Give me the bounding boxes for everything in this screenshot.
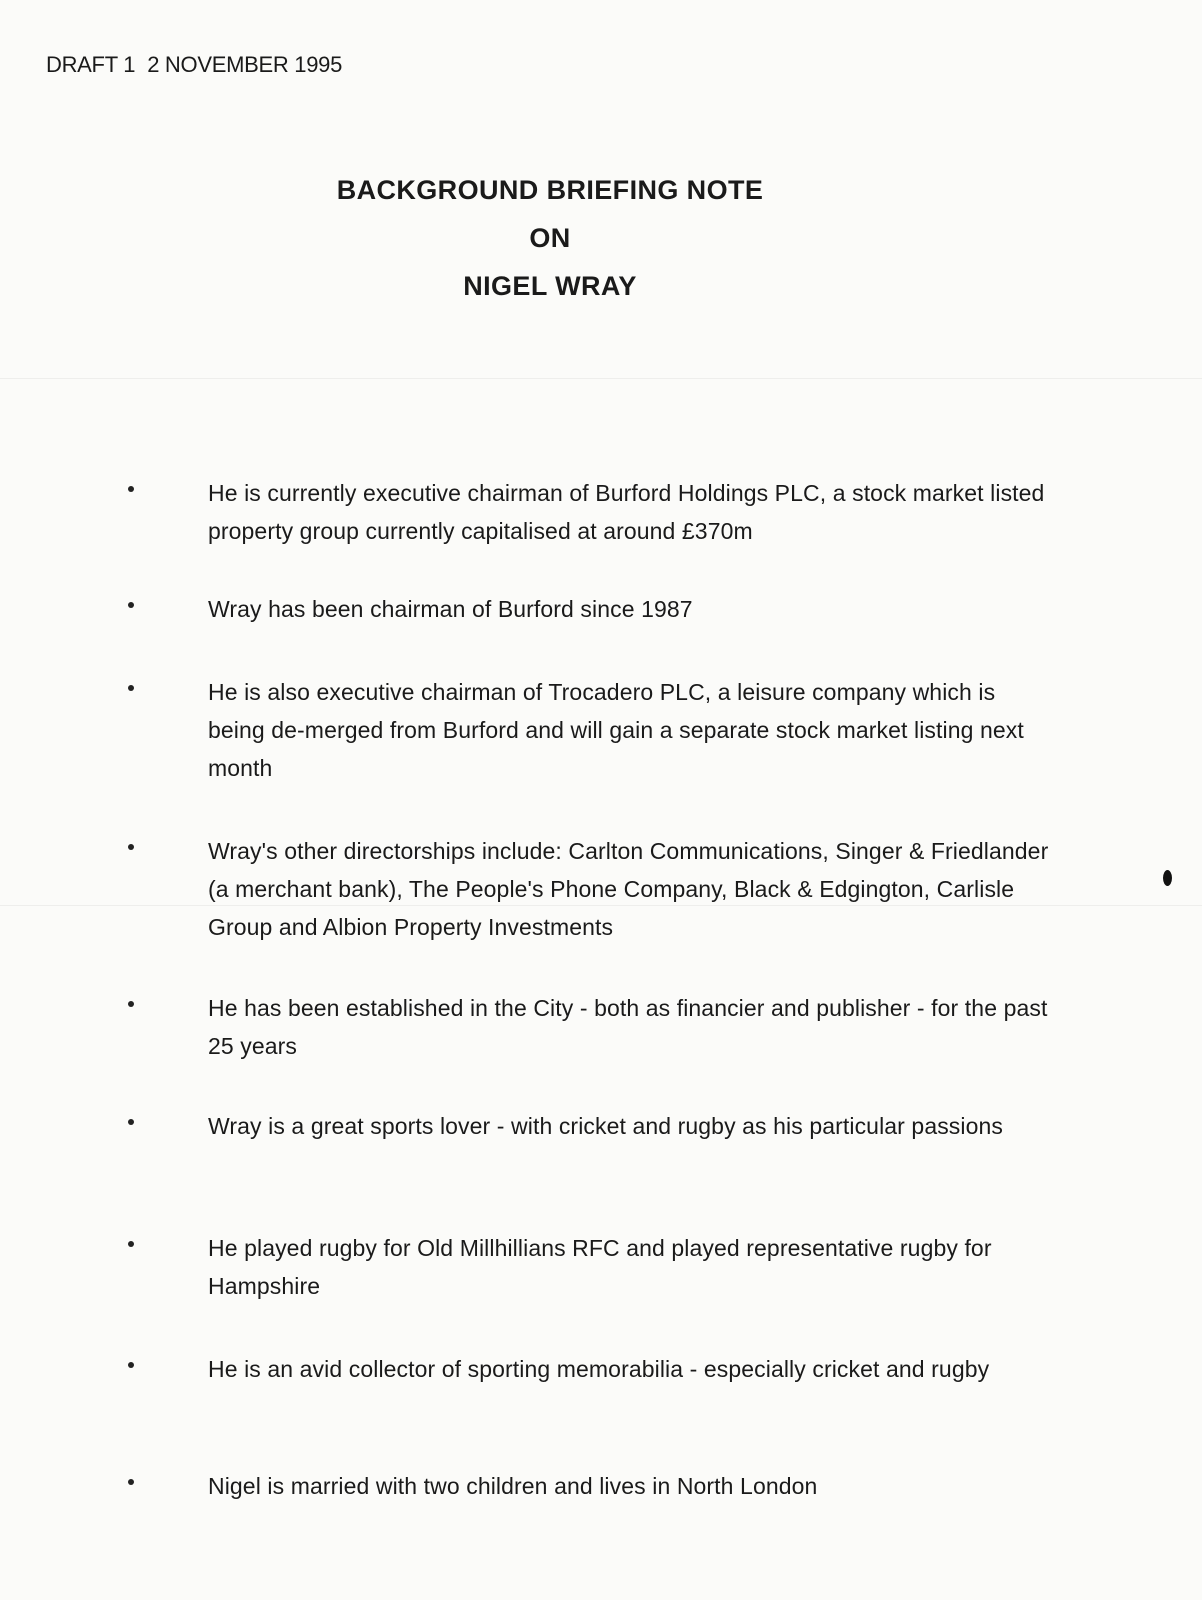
bullet-text: Wray is a great sports lover - with cricket and rugby as his particular passions [208,1113,1003,1139]
bullet-dot [128,486,134,492]
bullet-text: He played rugby for Old Millhillians RFC and played representative rugby for Hampshire [208,1235,992,1299]
bullet-dot [128,844,134,850]
title-line-2: ON [529,223,571,253]
bullet-text: He has been established in the City - both as financier and publisher - for the past 25 years [208,995,1048,1059]
bullet-dot [128,602,134,608]
draft-date: 2 NOVEMBER 1995 [147,52,342,77]
title-line-3: NIGEL WRAY [463,271,637,301]
bullet-text: He is an avid collector of sporting memorabilia - especially cricket and rugby [208,1356,990,1382]
title-line-1: BACKGROUND BRIEFING NOTE [336,175,764,205]
bullet-dot [128,1001,134,1007]
bullet-dot [128,1119,134,1125]
bullet-dot [128,685,134,691]
bullet-dot [128,1241,134,1247]
bullet-text: He is also executive chairman of Trocadero PLC, a leisure company which is being de-merged from Burford and will gain a separate stock market listing next month [208,679,1024,781]
bullet-text: Nigel is married with two children and lives in North London [208,1473,818,1499]
bullet-text: Wray has been chairman of Burford since 1987 [208,596,693,622]
ink-blot-mark [1163,870,1172,886]
bullet-text: He is currently executive chairman of Burford Holdings PLC, a stock market listed property group currently capitalised at around £370m [208,480,1045,544]
bullet-dot [128,1479,134,1485]
bullet-text: Wray's other directorships include: Carlton Communications, Singer & Friedlander (a merchant bank), The People's Phone Company, Black & Edgington, Carlisle Group and Albion Property Investments [208,838,1049,940]
draft-label: DRAFT 1 [46,52,136,77]
bullet-dot [128,1362,134,1368]
